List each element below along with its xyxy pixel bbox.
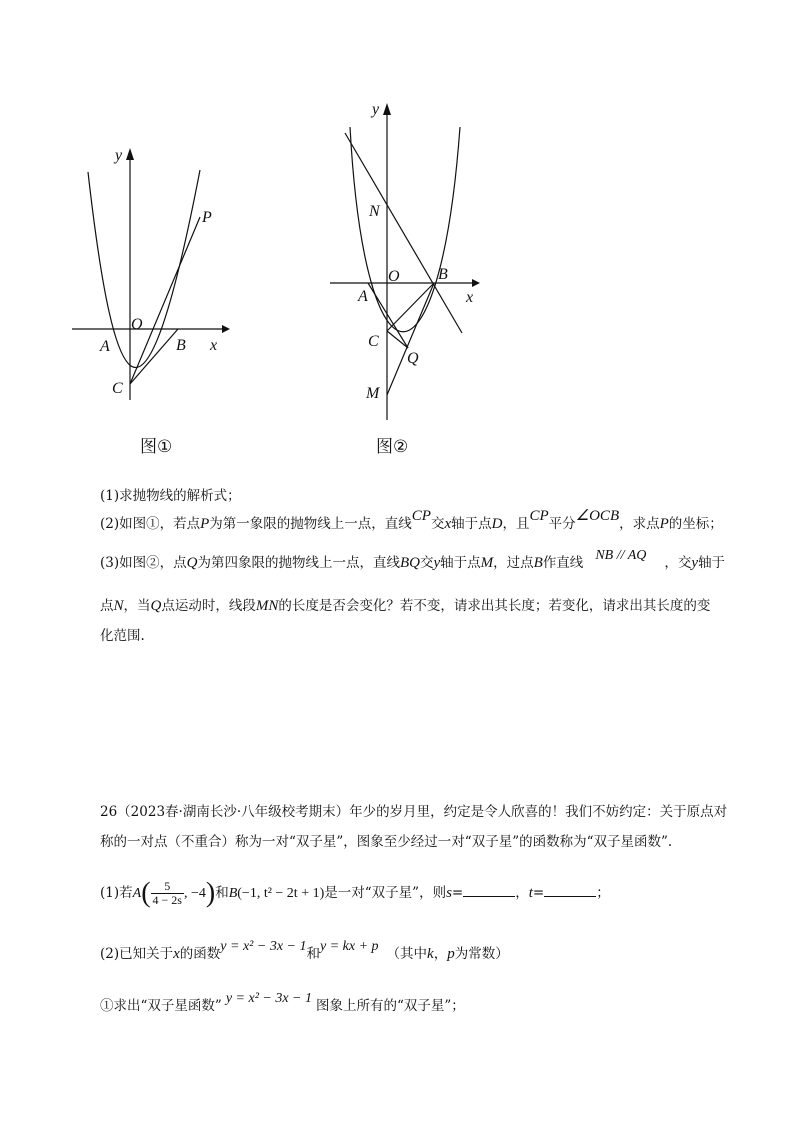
- text: 为第四象限的抛物线上一点，直线: [197, 555, 400, 571]
- label-o: O: [388, 268, 400, 285]
- label-c: C: [368, 333, 379, 350]
- text: 为第一象限的抛物线上一点，直线: [209, 516, 412, 532]
- q25-part2: [100, 508, 723, 534]
- text: 交: [419, 555, 434, 571]
- line-bm: [387, 283, 434, 395]
- text: 为常数）: [454, 946, 509, 962]
- line-cp: [130, 217, 200, 384]
- var-bq: BQ: [399, 555, 420, 571]
- var-k: k: [427, 946, 434, 962]
- label-a: A: [100, 338, 110, 355]
- text: ，且: [502, 516, 530, 532]
- label-y: y: [115, 147, 123, 164]
- var-y: y: [433, 555, 441, 571]
- q25-part3-line1: [100, 548, 726, 574]
- var-m: M: [480, 555, 494, 571]
- point-a-tail: , −4: [183, 886, 206, 901]
- text: 点: [100, 598, 114, 614]
- paren-close: ): [205, 877, 216, 909]
- label-a: A: [358, 288, 368, 305]
- label-q: Q: [407, 350, 419, 367]
- var-n: N: [113, 598, 124, 614]
- q26-part2: [100, 939, 509, 965]
- point-a: A: [132, 886, 142, 901]
- function-linear: y = kx + p: [319, 939, 379, 954]
- q25-part1: (1)求抛物线的解析式；: [100, 488, 241, 504]
- fraction: [151, 880, 184, 907]
- text: =: [532, 885, 545, 901]
- q25-part3-line2: [100, 596, 710, 616]
- text: 是一对“双子星”，则: [324, 885, 447, 901]
- var-t: t: [528, 885, 533, 901]
- text: 交: [430, 516, 445, 532]
- text: ，当: [123, 598, 151, 614]
- text: ，过点: [493, 555, 534, 571]
- point-b-coord: −1, t² − 2t + 1: [241, 886, 320, 901]
- var-p: P: [200, 516, 210, 532]
- y-axis-arrow: [126, 148, 134, 160]
- text: 的长度是否会变化？若不变，请求出其长度；若变化，请求出其长度的变: [278, 598, 711, 614]
- q26-intro-line1: 26（2023春·湖南长沙·八年级校考期末）年少的岁月里，约定是令人欣喜的！我们不妨约定：关于原点对: [100, 804, 728, 820]
- text: (1)若: [100, 885, 133, 901]
- label-b: B: [176, 337, 186, 354]
- q26-part1: [100, 878, 610, 909]
- text: 图象上所有的“双子星”；: [316, 998, 465, 1014]
- label-x: x: [210, 337, 218, 354]
- var-x: x: [173, 946, 180, 962]
- figure-2: [320, 95, 490, 429]
- figure-1: [60, 140, 240, 419]
- var-d: D: [491, 516, 503, 532]
- paren-open: (: [141, 877, 151, 909]
- text: (2)已知关于: [100, 946, 174, 962]
- var-s: s: [446, 885, 452, 901]
- var-y: y: [691, 555, 699, 571]
- label-p: P: [202, 209, 212, 226]
- function-quadratic: y = x² − 3x − 1: [225, 991, 312, 1006]
- var-x: x: [444, 516, 452, 532]
- label-x: x: [466, 289, 474, 306]
- text: ，求点: [619, 516, 660, 532]
- point-b: B: [228, 886, 238, 901]
- line-cb: [130, 329, 178, 384]
- text: ，: [515, 885, 529, 901]
- var-q: Q: [150, 598, 162, 614]
- angle-ocb: ∠OCB: [575, 508, 620, 524]
- text: (2)如图①，若点: [100, 516, 201, 532]
- frac-numerator: 5: [151, 880, 184, 894]
- text: =: [451, 885, 464, 901]
- q25-part3-line3: 化范围.: [100, 628, 145, 644]
- text: 的坐标；: [668, 516, 723, 532]
- label-m: M: [366, 385, 380, 402]
- function-quadratic: y = x² − 3x − 1: [220, 939, 307, 954]
- text: 轴于: [698, 555, 726, 571]
- parallel-nb-aq: NB // AQ: [595, 548, 647, 563]
- figure-2-caption: 图②: [376, 437, 409, 457]
- text: (3)如图②，点: [100, 555, 187, 571]
- y-axis-arrow: [383, 103, 391, 115]
- text: ①求出“双子星函数”: [100, 998, 222, 1014]
- point-b-coord-wrap: (−1, t² − 2t + 1): [237, 886, 325, 901]
- frac-denominator: 4 − 2s: [152, 893, 182, 907]
- figure-1-caption: 图①: [140, 437, 173, 457]
- text: 轴于点: [440, 555, 481, 571]
- label-y: y: [372, 101, 380, 118]
- text: 轴于点: [451, 516, 492, 532]
- figure-2-svg: [320, 95, 490, 425]
- text: 和: [306, 946, 320, 962]
- var-cp: CP: [411, 508, 431, 524]
- q26-intro-line2: 称的一对点（不重合）称为一对“双子星”，图象至少经过一对“双子星”的函数称为“双子星函数”.: [100, 834, 673, 850]
- var-q: Q: [186, 555, 198, 571]
- label-o: O: [131, 316, 143, 333]
- label-n: N: [369, 203, 380, 220]
- answer-blank-s[interactable]: [463, 882, 515, 897]
- text: ，: [433, 946, 448, 962]
- var-b: B: [533, 555, 543, 571]
- var-p: p: [447, 946, 455, 962]
- text: 作直线: [542, 555, 584, 571]
- text: 和: [215, 885, 229, 901]
- text: ；: [596, 885, 610, 901]
- figure-1-svg: [60, 140, 240, 415]
- text: 平分: [548, 516, 576, 532]
- label-b: B: [438, 266, 448, 283]
- x-axis-arrow: [472, 279, 480, 287]
- q26-part2-sub1: [100, 991, 465, 1017]
- var-p: P: [659, 516, 669, 532]
- text: （其中: [386, 946, 428, 962]
- label-c: C: [112, 380, 123, 397]
- line-cq: [387, 331, 408, 348]
- x-axis-arrow: [222, 325, 230, 333]
- var-cp: CP: [529, 508, 549, 524]
- var-mn: MN: [255, 598, 279, 614]
- text: 点运动时，线段: [161, 598, 256, 614]
- text: ，交: [664, 555, 692, 571]
- text: 的函数: [179, 946, 221, 962]
- answer-blank-t[interactable]: [544, 882, 596, 897]
